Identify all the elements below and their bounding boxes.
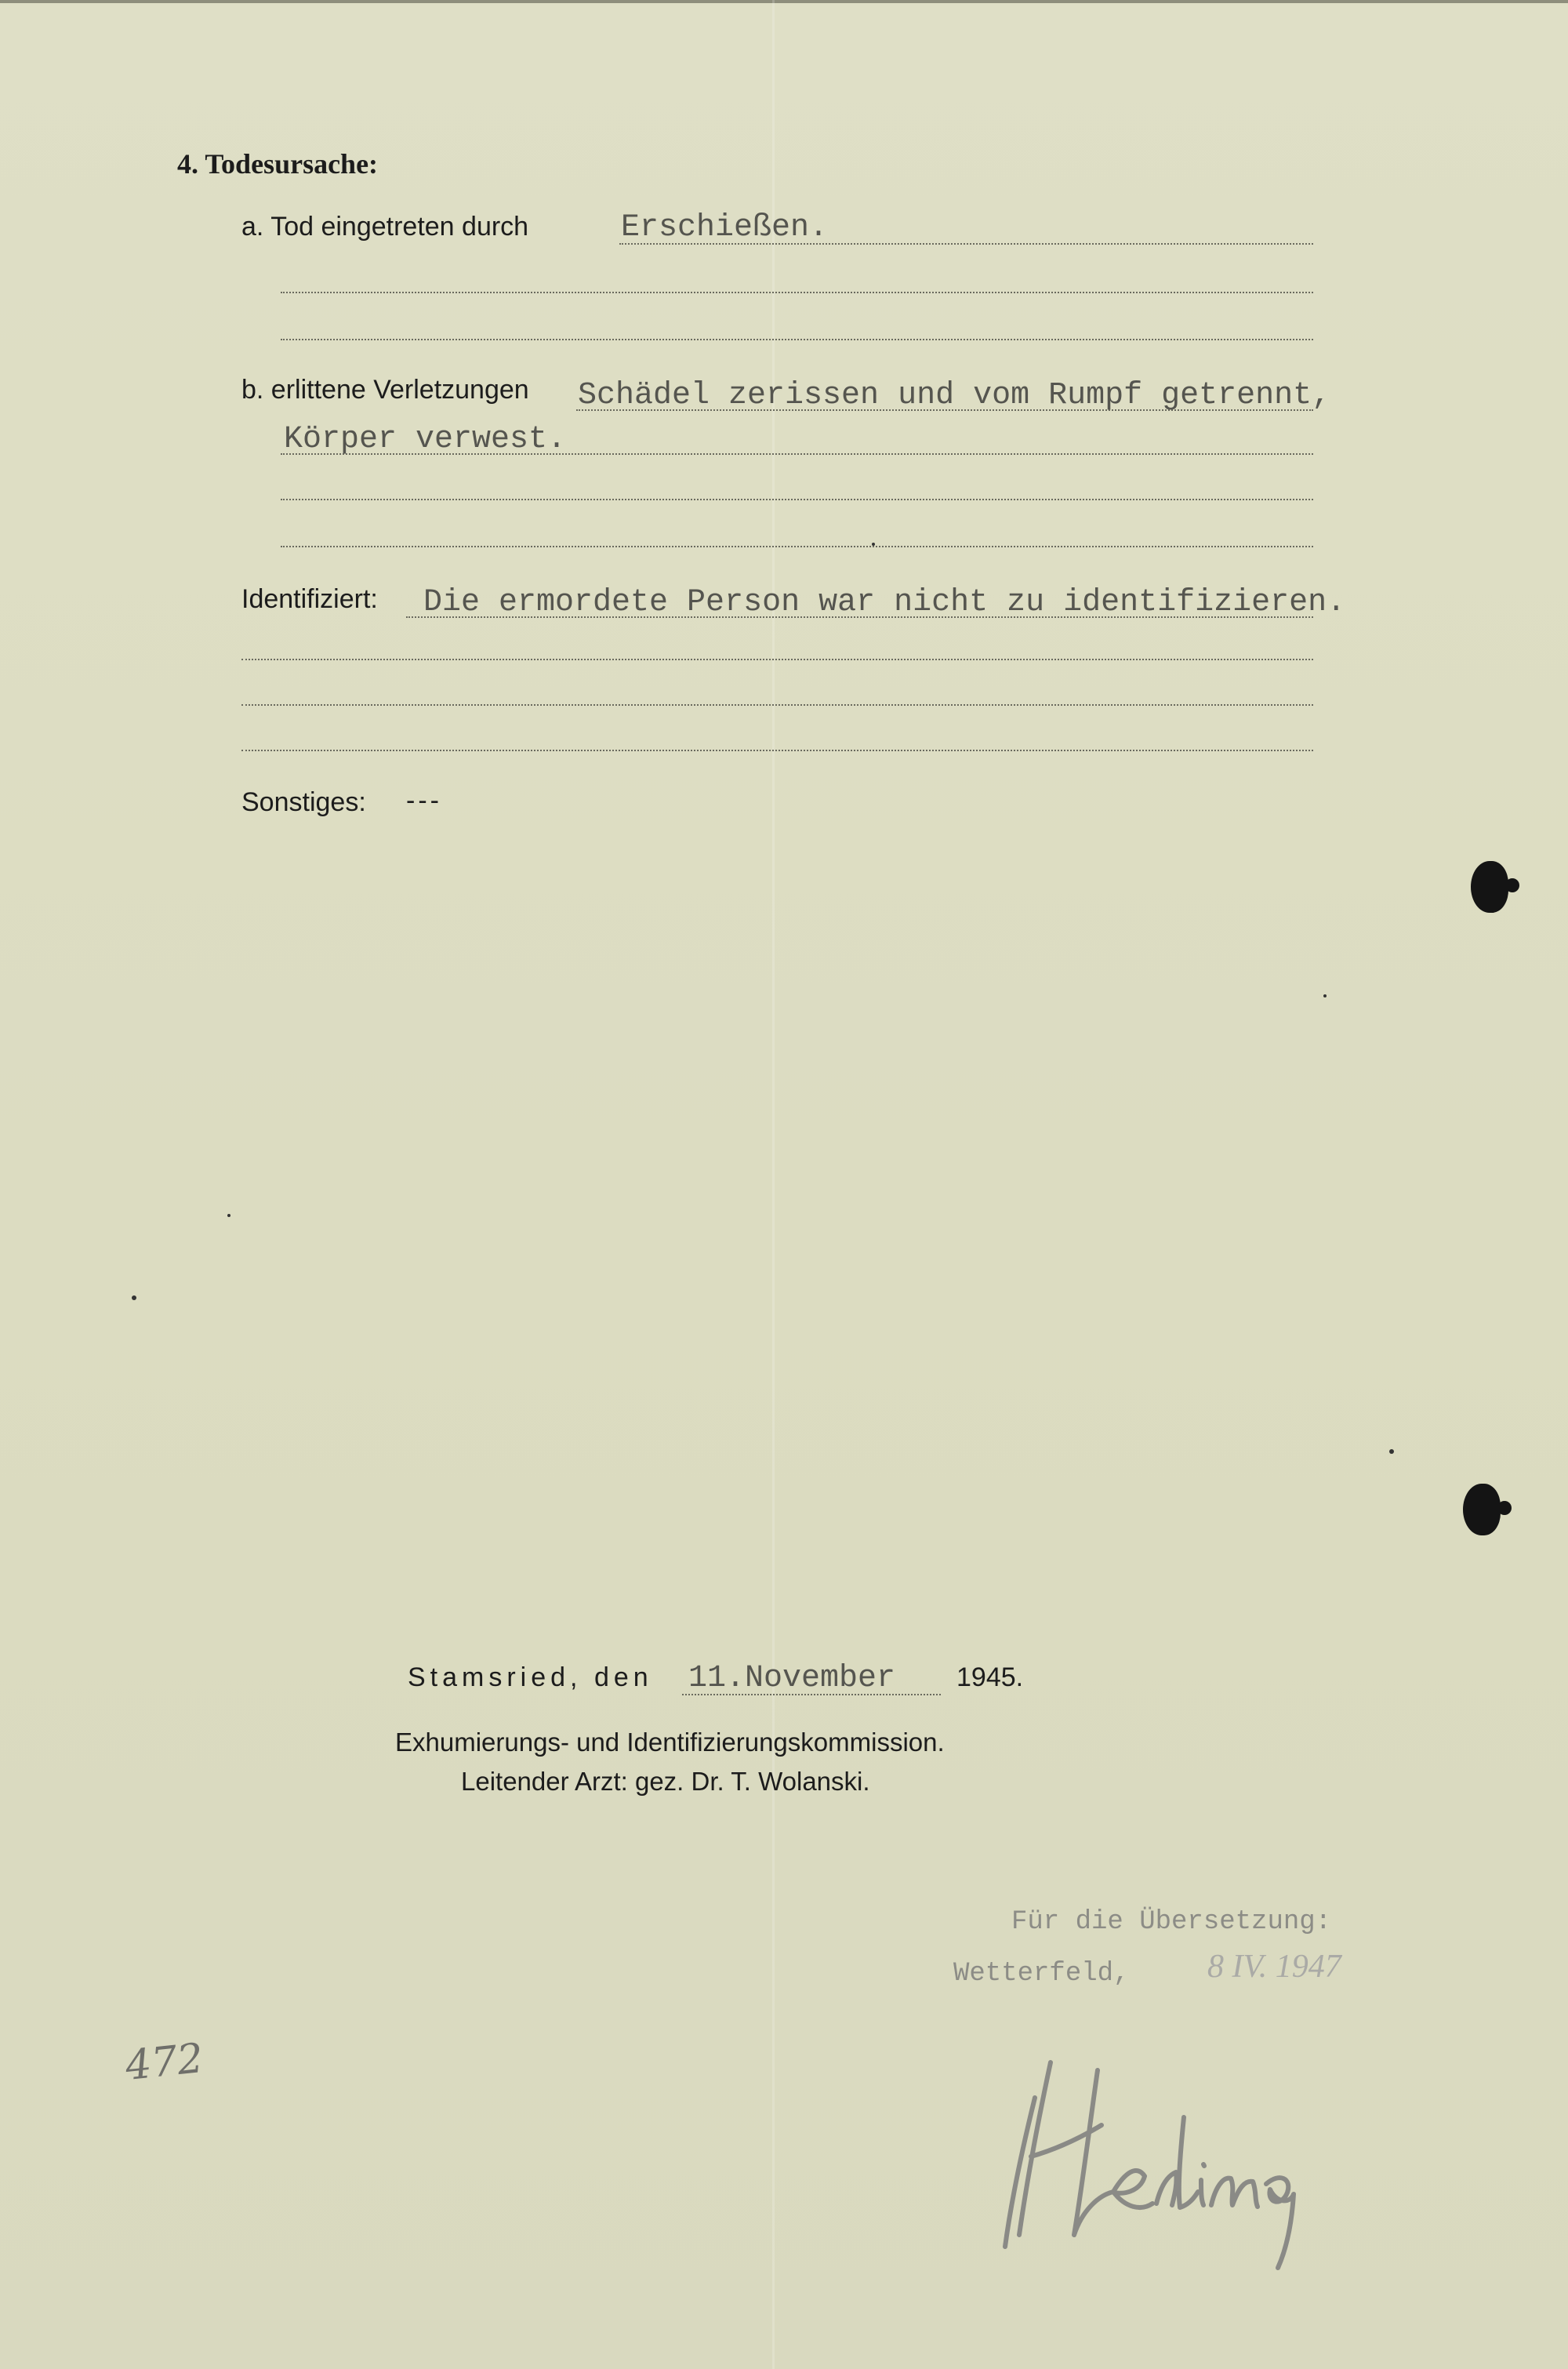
identified-line-3 bbox=[241, 704, 1313, 706]
identified-line-4 bbox=[241, 750, 1313, 751]
identified-label: Identifiziert: bbox=[241, 584, 378, 614]
cause-label: a. Tod eingetreten durch bbox=[241, 212, 529, 242]
translation-date: 8 IV. 1947 bbox=[1207, 1949, 1341, 1985]
paper-speck bbox=[872, 543, 875, 546]
cause-line-2 bbox=[281, 292, 1313, 293]
paper-speck bbox=[1389, 1449, 1394, 1454]
year: 1945. bbox=[956, 1662, 1024, 1692]
translation-note: Für die Übersetzung: bbox=[1011, 1907, 1332, 1937]
section-heading: 4. Todesursache: bbox=[177, 148, 379, 180]
paper-speck bbox=[132, 1295, 136, 1300]
paper-speck bbox=[1323, 994, 1327, 997]
identified-line-2 bbox=[241, 659, 1313, 660]
page-top-edge bbox=[0, 0, 1568, 3]
injuries-line-3 bbox=[281, 499, 1313, 500]
misc-label: Sonstiges: bbox=[241, 787, 366, 817]
punch-hole-icon bbox=[1463, 1484, 1501, 1535]
injuries-line-4 bbox=[281, 546, 1313, 547]
cause-value: Erschießen. bbox=[621, 210, 829, 245]
injuries-value-2: Körper verwest. bbox=[284, 422, 567, 457]
place-date-prefix: Stamsried, den bbox=[408, 1662, 653, 1692]
misc-value: --- bbox=[406, 786, 442, 816]
commission-name: Exhumierungs- und Identifizierungskommission. bbox=[395, 1728, 945, 1757]
paper-speck bbox=[227, 1214, 230, 1217]
injuries-label: b. erlittene Verletzungen bbox=[241, 375, 529, 405]
page-fold bbox=[772, 0, 775, 2369]
doctor-name: Leitender Arzt: gez. Dr. T. Wolanski. bbox=[461, 1767, 870, 1796]
cause-line-3 bbox=[281, 339, 1313, 340]
punch-hole-icon bbox=[1471, 861, 1508, 913]
translation-place: Wetterfeld, bbox=[953, 1959, 1130, 1989]
date-value: 11.November bbox=[688, 1661, 896, 1696]
identified-value: Die ermordete Person war nicht zu identifizieren. bbox=[423, 585, 1346, 620]
injuries-value-1: Schädel zerissen und vom Rumpf getrennt, bbox=[578, 378, 1331, 413]
signature-mark bbox=[996, 2039, 1356, 2274]
page-number: 472 bbox=[123, 2034, 206, 2091]
